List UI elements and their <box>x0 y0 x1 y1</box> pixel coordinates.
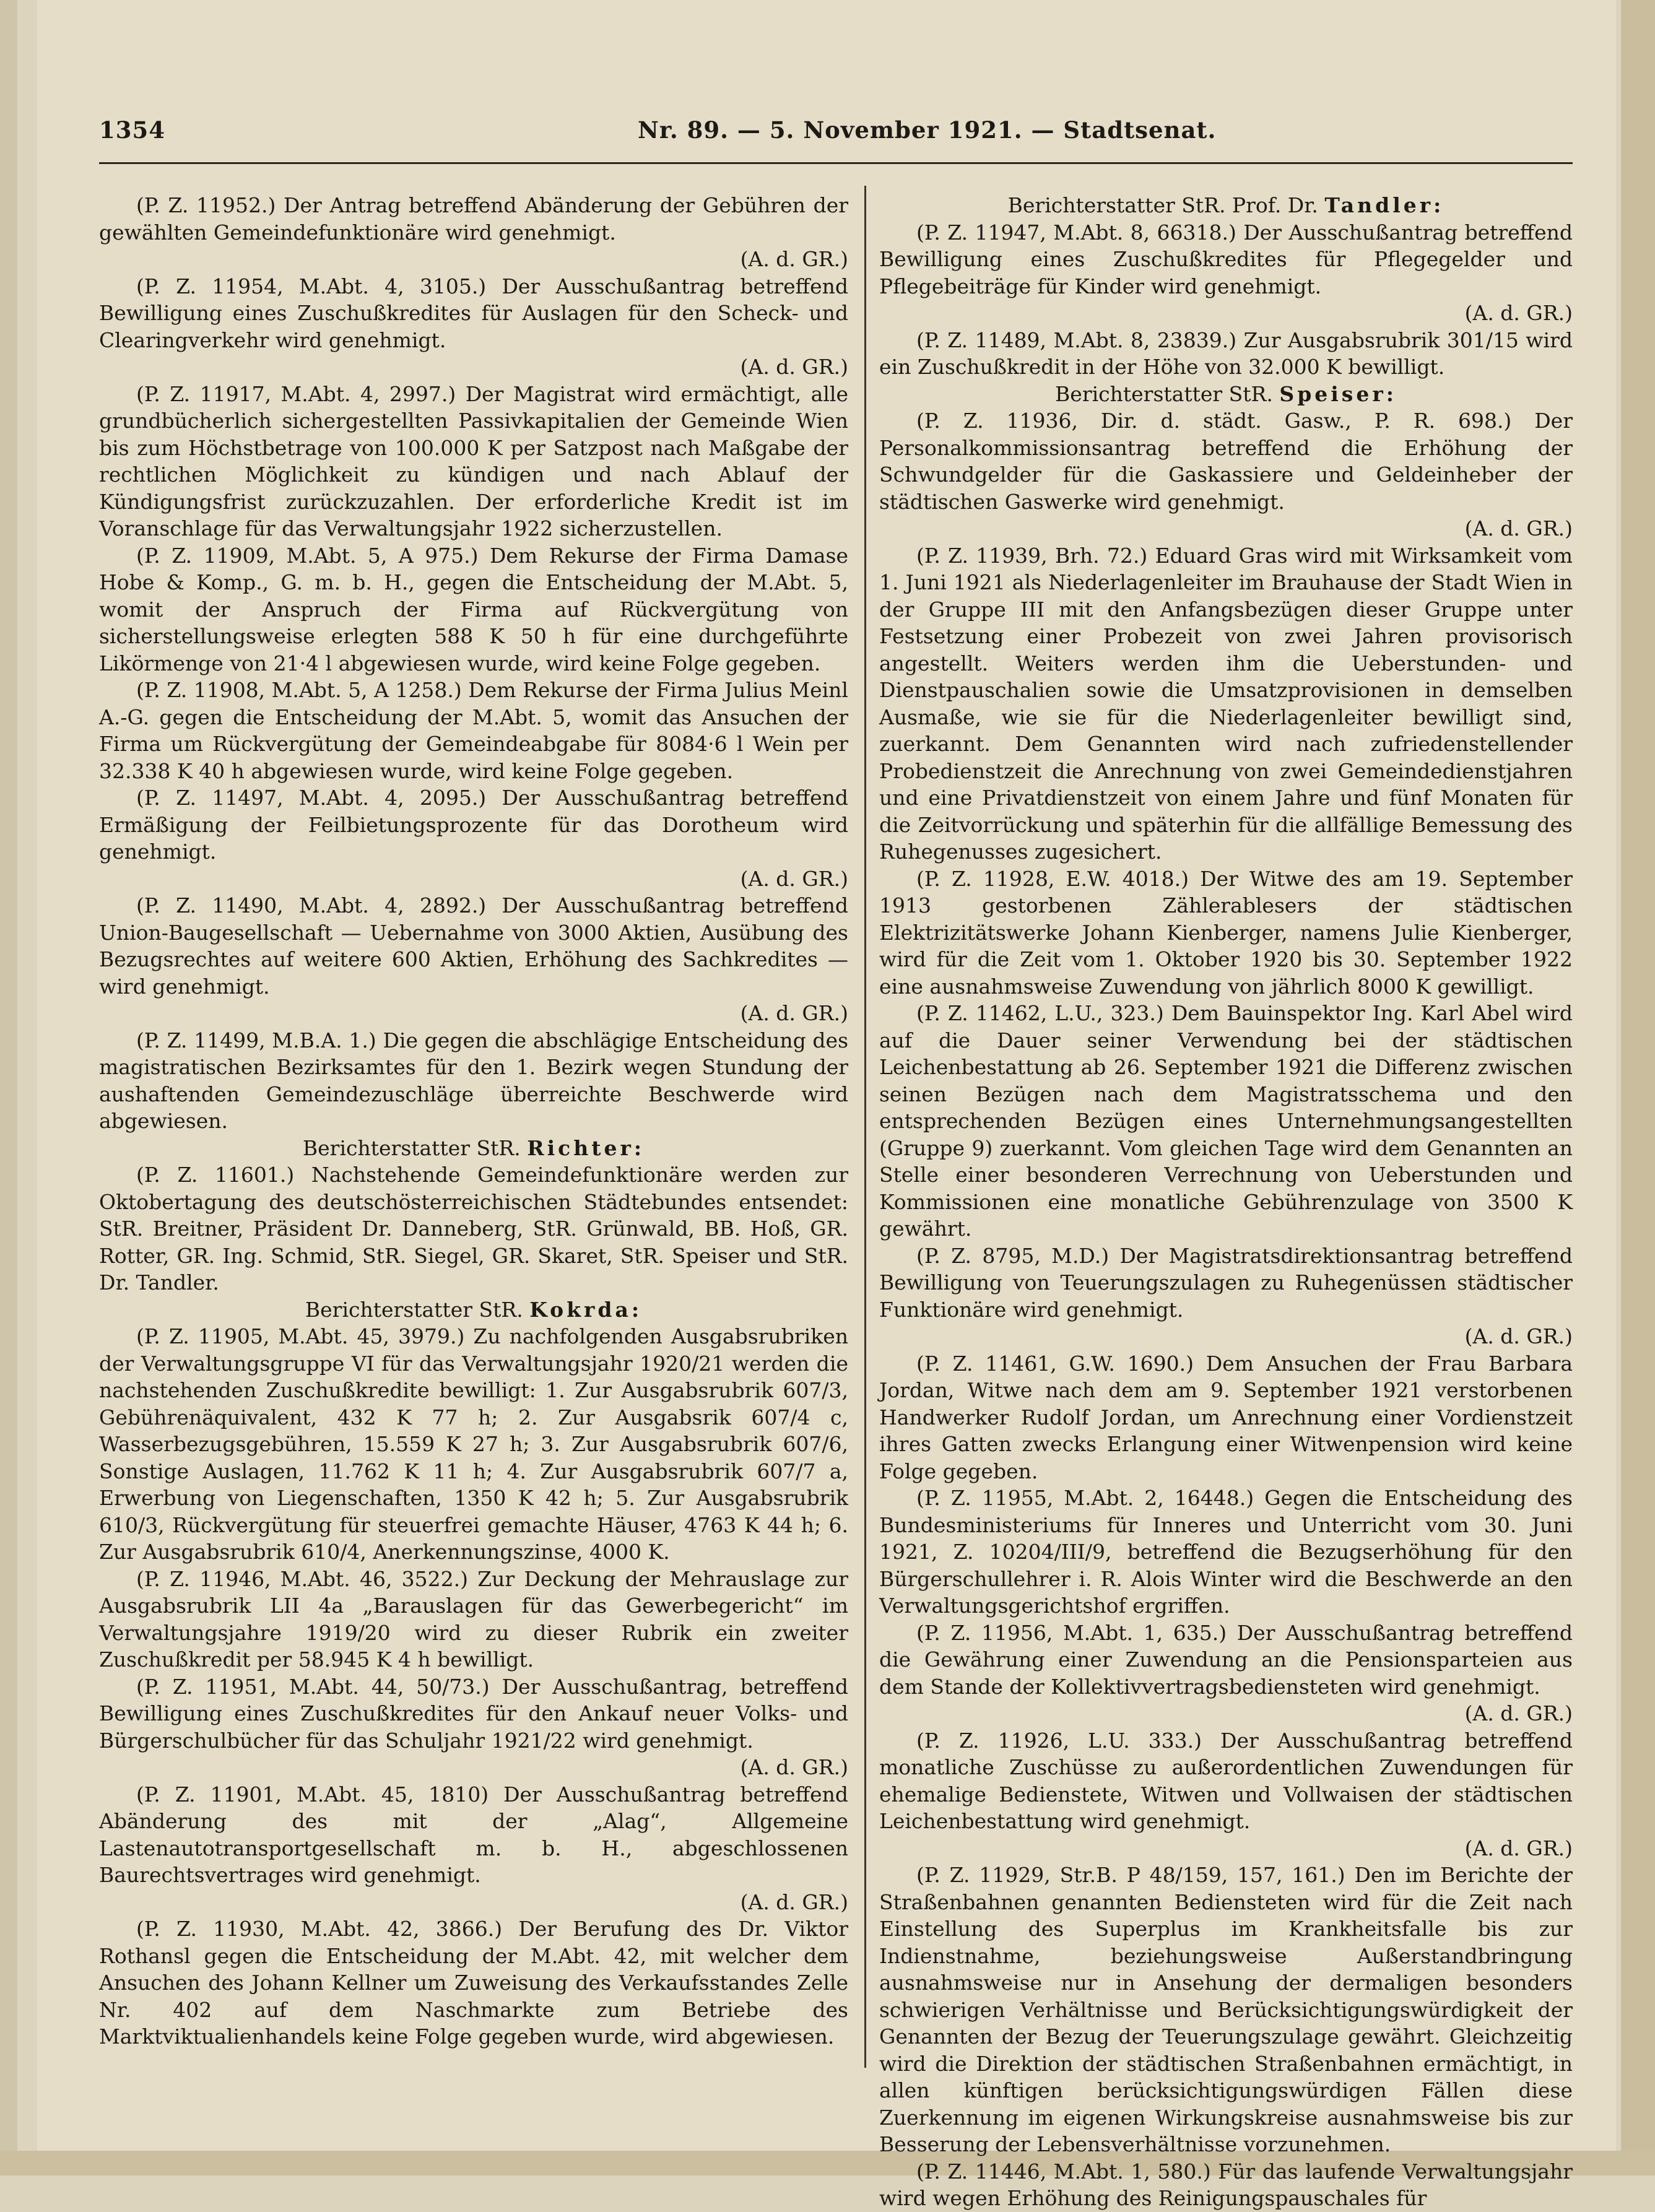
entry-note: (A. d. GR.) <box>1464 1701 1573 1725</box>
rapporteur-heading: Berichterstatter StR. Prof. Dr. Tandler: <box>1007 193 1444 217</box>
entry-paragraph <box>99 192 848 273</box>
entry-note: (A. d. GR.) <box>1464 1836 1573 1860</box>
entry-ref: (P. Z. 11954, M.Abt. 4, 3105.) <box>136 274 487 298</box>
entry-text: Die gegen die abschlägige Entscheidung des magistratischen Bezirksamtes für den 1. Bezirk wegen Stundung der aushaftenden Gemeindezuschläge überreichte Beschwerde wird abgewiesen. <box>99 1028 849 1133</box>
entry-ref: (P. Z. 11462, L.U., 323.) <box>916 1001 1164 1025</box>
entry-ref: (P. Z. 11497, M.Abt. 4, 2095.) <box>136 786 487 810</box>
entry-paragraph <box>879 1727 1573 1862</box>
entry-ref: (P. Z. 11936, Dir. d. städt. Gasw., P. R. 698.) <box>916 409 1512 433</box>
entry-ref: (P. Z. 11928, E.W. 4018.) <box>916 866 1189 891</box>
entry-paragraph <box>99 677 848 784</box>
entry-paragraph <box>99 1781 848 1916</box>
entry-paragraph <box>99 1027 848 1135</box>
entry-paragraph <box>99 273 848 381</box>
entry-ref: (P. Z. 8795, M.D.) <box>916 1243 1110 1268</box>
entry-text: Zu nachfolgenden Ausgabsrubriken der Verwaltungsgruppe VI für das Verwaltungsjahr 1920/21 werden die nachstehenden Zuschußkredite bewilligt: 1. Zur Ausgabsrubrik 607/3, Gebührenäquivalent, 432 K 77 h; 2. Zur Ausgabsrik 607/4 c, Wasserbezugsgebühren, 15.559 K 27 h; 3. Zur Ausgabsrubrik 607/6, Sonstige Auslagen, 11.762 K 11 h; 4. Zur Ausgabsrubrik 607/7 a, Erwerbung von Liegenschaften, 1350 K 42 h; 5. Zur Ausgabsrubrik 610/3, Rückvergütung für steuerfrei gemachte Häuser, 4763 K 44 h; 6. Zur Ausgabsrubrik 610/4, Anerkennungszinse, 4000 K. <box>99 1324 848 1564</box>
entry-note: (A. d. GR.) <box>1464 301 1573 325</box>
entry-paragraph <box>99 784 848 892</box>
entry-ref: (P. Z. 11461, G.W. 1690.) <box>916 1351 1194 1376</box>
entry-text: Der Antrag betreffend Abänderung der Gebühren der gewählten Gemeindefunktionäre wird genehmigt. <box>99 193 849 245</box>
page-number: 1354 <box>99 116 165 144</box>
entry-note: (A. d. GR.) <box>740 1889 848 1914</box>
entry-paragraph <box>99 892 848 1027</box>
entry-text: Der Berufung des Dr. Viktor Rothansl gegen die Entscheidung der M.Abt. 42, mit welcher dem Ansuchen des Johann Kellner um Zuweisung des Verkaufsstandes Zelle Nr. 402 auf dem Naschmarkte zum Betriebe des Marktviktualienhandels keine Folge gegeben wurde, wird abgewiesen. <box>99 1917 848 2049</box>
entry-text: Der Magistratsdirektionsantrag betreffend Bewilligung von Teuerungszulagen zu Ruhegenüssen städtischer Funktionäre wird genehmigt. <box>879 1243 1573 1322</box>
entry-paragraph <box>99 381 848 542</box>
entry-text: Der Ausschußantrag betreffend Abänderung des mit der „Alag“, Allgemeine Lastenautotransportgesellschaft m. b. H., abgeschlossenen Baurechtsvertrages wird genehmigt. <box>99 1782 849 1887</box>
entry-paragraph <box>99 1566 848 1673</box>
entry-text: Der Ausschußantrag betreffend monatliche Zuschüsse zu außerordentlichen Zuwendungen für ehemalige Bedienstete, Witwen und Vollwaisen der städtischen Leichenbestattung wird genehmigt. <box>879 1728 1573 1833</box>
right-column <box>879 192 1573 2212</box>
entry-paragraph <box>879 407 1573 542</box>
entry-ref: (P. Z. 11601.) <box>136 1163 295 1187</box>
rapporteur-heading: Berichterstatter StR. Speiser: <box>1055 381 1397 406</box>
entry-note: (A. d. GR.) <box>740 866 848 891</box>
page-header <box>99 116 1486 154</box>
entry-note: (A. d. GR.) <box>1464 1324 1573 1348</box>
entry-paragraph <box>879 2158 1573 2212</box>
entry-text: Der Ausschußantrag betreffend Union-Baugesellschaft — Uebernahme von 3000 Aktien, Ausübung des Bezugsrechtes auf weitere 600 Aktien, Erhöhung des Sachkredites — wird genehmigt. <box>99 893 848 999</box>
entry-ref: (P. Z. 11946, M.Abt. 46, 3522.) <box>136 1566 468 1591</box>
scan-margin-left <box>0 0 17 2175</box>
header-title: Nr. 89. — 5. November 1921. — Stadtsenat. <box>638 116 1217 144</box>
rapporteur-heading: Berichterstatter StR. Richter: <box>302 1135 645 1160</box>
entry-ref: (P. Z. 11952.) <box>136 193 276 217</box>
entry-ref: (P. Z. 11908, M.Abt. 5, A 1258.) <box>136 678 462 702</box>
rapporteur-heading: Berichterstatter StR. Kokrda: <box>305 1297 643 1322</box>
entry-text: Zur Ausgabsrubrik 301/15 wird ein Zuschußkredit in der Höhe von 32.000 K bewilligt. <box>879 327 1573 379</box>
entry-paragraph <box>99 1673 848 1781</box>
entry-note: (A. d. GR.) <box>1464 516 1573 540</box>
entry-ref: (P. Z. 11926, L.U. 333.) <box>916 1728 1202 1753</box>
entry-text: Der Ausschußantrag betreffend die Gewährung einer Zuwendung an die Pensionsparteien aus dem Stande der Kollektivvertragsbediensteten wird genehmigt. <box>879 1620 1573 1699</box>
entry-ref: (P. Z. 11489, M.Abt. 8, 23839.) <box>916 327 1237 352</box>
entry-text: Zur Deckung der Mehrauslage zur Ausgabsrubrik LII 4a „Barauslagen für das Gewerbegericht“ im Verwaltungsjahre 1919/20 wird zu dieser Rubrik ein zweiter Zuschußkredit per 58.945 K 4 h bewilligt. <box>99 1566 848 1672</box>
entry-text: Der Ausschußantrag betreffend Bewilligung eines Zuschußkredites für Auslagen für den Scheck- und Clearingverkehr wird genehmigt. <box>99 274 848 352</box>
entry-ref: (P. Z. 11929, Str.B. P 48/159, 157, 161.) <box>916 1863 1345 1887</box>
left-column <box>99 192 848 2050</box>
entry-paragraph <box>879 1620 1573 1727</box>
entry-paragraph <box>879 1000 1573 1243</box>
entry-ref: (P. Z. 11917, M.Abt. 4, 2997.) <box>136 381 456 406</box>
entry-text: Dem Bauinspektor Ing. Karl Abel wird auf die Dauer seiner Verwendung bei der städtischen Leichenbestattung ab 26. September 1921 die Differenz zwischen seinen Bezügen nach dem Magistratsschema und den entsprechenden Bezügen eines Unternehmungsangestellten (Gruppe 9) zuerkannt. Vom gleichen Tage wird dem Genannten an Stelle einer besonderen Verrechnung von Ueberstunden und Kommissionen eine monatliche Gebührenzulage von 3500 K gewährt. <box>879 1001 1573 1241</box>
entry-paragraph <box>879 1243 1573 1350</box>
entry-paragraph <box>879 1350 1573 1485</box>
entry-ref: (P. Z. 11939, Brh. 72.) <box>916 543 1148 568</box>
entry-note: (A. d. GR.) <box>740 247 848 271</box>
entry-paragraph <box>879 1485 1573 1620</box>
entry-paragraph <box>99 1323 848 1566</box>
entry-note: (A. d. GR.) <box>740 1001 848 1025</box>
entry-ref: (P. Z. 11905, M.Abt. 45, 3979.) <box>136 1324 465 1348</box>
entry-ref: (P. Z. 11909, M.Abt. 5, A 975.) <box>136 543 479 568</box>
entry-paragraph <box>99 1915 848 2050</box>
entry-paragraph <box>879 542 1573 865</box>
entry-text: Der Ausschußantrag, betreffend Bewilligung eines Zuschußkredites für den Ankauf neuer Volks- und Bürgerschulbücher für das Schuljahr 1921/22 wird genehmigt. <box>99 1674 848 1753</box>
entry-text: Der Witwe des am 19. September 1913 gestorbenen Zählerablesers der städtischen Elektrizitätswerke Johann Kienberger, namens Julie Kienberger, wird für die Zeit vom 1. Oktober 1920 bis 30. September 1922 eine ausnahmsweise Zuwendung von jährlich 8000 K gewilligt. <box>879 866 1573 999</box>
entry-paragraph <box>879 327 1573 381</box>
entry-ref: (P. Z. 11951, M.Abt. 44, 50/73.) <box>136 1674 490 1699</box>
entry-ref: (P. Z. 11947, M.Abt. 8, 66318.) <box>916 220 1236 245</box>
entry-text: Der Personalkommissionsantrag betreffend die Erhöhung der Schwundgelder für die Gaskassiere und Geldeinheber der städtischen Gaswerke wird genehmigt. <box>879 409 1573 514</box>
entry-ref: (P. Z. 11446, M.Abt. 1, 580.) <box>916 2159 1211 2184</box>
entry-ref: (P. Z. 11499, M.B.A. 1.) <box>136 1028 376 1052</box>
entry-note: (A. d. GR.) <box>740 355 848 379</box>
entry-text: Eduard Gras wird mit Wirksamkeit vom 1. Juni 1921 als Niederlagenleiter im Brauhause der Stadt Wien in der Gruppe III mit den Anfangsbezügen dieser Gruppe unter Festsetzung einer Probezeit von zwei Jahren provisorisch angestellt. Weiters werden ihm die Ueberstunden- und Dienstpauschalien sowie die Umsatzprovisionen in demselben Ausmaße, wie sie für die Niederlagenleiter bewilligt sind, zuerkannt. Dem Genannten wird nach zufriedenstellender Probedienstzeit die Anrechnung von zwei Gemeindedienstjahren und eine Privatdienstzeit von einem Jahre und fünf Monaten für die Zeitvorrückung und späterhin für die allfällige Bemessung des Ruhegenusses zugesichert. <box>879 543 1573 864</box>
entry-text: Dem Rekurse der Firma Julius Meinl A.-G. gegen die Entscheidung der M.Abt. 5, womit das Ansuchen der Firma um Rückvergütung der Gemeindeabgabe für 8084·6 l Wein per 32.338 K 40 h abgewiesen wurde, wird keine Folge gegeben. <box>99 678 848 783</box>
entry-text: Für das laufende Verwaltungsjahr wird wegen Erhöhung des Reinigungspauschales für <box>879 2159 1573 2210</box>
entry-text: Gegen die Entscheidung des Bundesministeriums für Inneres und Unterricht vom 30. Juni 1921, Z. 10204/III/9, betreffend die Bezugserhöhung für den Bürgerschullehrer i. R. Alois Winter wird die Beschwerde an den Verwaltungsgerichtshof ergriffen. <box>879 1486 1573 1618</box>
entry-paragraph <box>879 865 1573 1000</box>
entry-ref: (P. Z. 11955, M.Abt. 2, 16448.) <box>916 1486 1254 1510</box>
entry-paragraph <box>879 1862 1573 2158</box>
entry-text: Der Ausschußantrag betreffend Bewilligung eines Zuschußkredites für Pflegegelder und Pflegebeiträge für Kinder wird genehmigt. <box>879 220 1573 298</box>
header-rule <box>99 162 1573 164</box>
entry-text: Dem Ansuchen der Frau Barbara Jordan, Witwe nach dem am 9. September 1921 verstorbenen Handwerker Rudolf Jordan, um Anrechnung einer Vordienstzeit ihres Gatten zwecks Erlangung einer Witwenpension wird keine Folge gegeben. <box>879 1351 1573 1483</box>
scan-margin-right <box>1621 0 1655 2175</box>
entry-ref: (P. Z. 11956, M.Abt. 1, 635.) <box>916 1620 1227 1645</box>
entry-text: Nachstehende Gemeindefunktionäre werden zur Oktobertagung des deutschösterreichischen Städtebundes entsendet: StR. Breitner, Präsident Dr. Danneberg, StR. Grünwald, BB. Hoß, GR. Rotter, GR. Ing. Schmid, StR. Siegel, GR. Skaret, StR. Speiser und StR. Dr. Tandler. <box>99 1163 848 1295</box>
column-divider <box>864 186 866 2068</box>
entry-text: Den im Berichte der Straßenbahnen genannten Bediensteten wird für die Zeit nach Einstellung des Superplus im Krankheitsfalle bis zur Indienstnahme, beziehungsweise Außerstandbringung ausnahmsweise nur in Ansehung der dermaligen besonders schwierigen Verhältnisse und Berücksichtigungswürdigkeit der Genannten der Bezug der Teuerungszulage gewährt. Gleichzeitig wird die Direktion der städtischen Straßenbahnen ermächtigt, in allen künftigen berücksichtigungswürdigen Fällen diese Zuerkennung im eigenen Wirkungskreise ausnahmsweise bis zur Besserung der Lebensverhältnisse vorzunehmen. <box>879 1863 1573 2156</box>
entry-paragraph <box>99 1161 848 1296</box>
entry-text: Der Magistrat wird ermächtigt, alle grundbücherlich sichergestellten Passivkapitalien der Gemeinde Wien bis zum Höchstbetrage von 100.000 K per Satzpost nach Maßgabe der rechtlichen Möglichkeit zu kündigen und nach Ablauf der Kündigungsfrist zurückzuzahlen. Der erforderliche Kredit ist im Voranschlage für das Verwaltungsjahr 1922 sicherzustellen. <box>99 381 848 540</box>
entry-paragraph <box>99 542 848 677</box>
entry-ref: (P. Z. 11490, M.Abt. 4, 2892.) <box>136 893 487 917</box>
entry-text: Dem Rekurse der Firma Damase Hobe & Komp., G. m. b. H., gegen die Entscheidung der M.Abt. 5, womit der Anspruch der Firma auf Rückvergütung von sicherstellungsweise erlegten 588 K 50 h für eine durchgeführte Likörmenge von 21·4 l abgewiesen wurde, wird keine Folge gegeben. <box>99 543 848 675</box>
entry-text: Der Ausschußantrag betreffend Ermäßigung der Feilbietungsprozente für das Dorotheum wird genehmigt. <box>99 786 848 864</box>
entry-note: (A. d. GR.) <box>740 1755 848 1779</box>
entry-ref: (P. Z. 11901, M.Abt. 45, 1810) <box>136 1782 489 1806</box>
entry-paragraph <box>879 219 1573 327</box>
entry-ref: (P. Z. 11930, M.Abt. 42, 3866.) <box>136 1917 503 1941</box>
